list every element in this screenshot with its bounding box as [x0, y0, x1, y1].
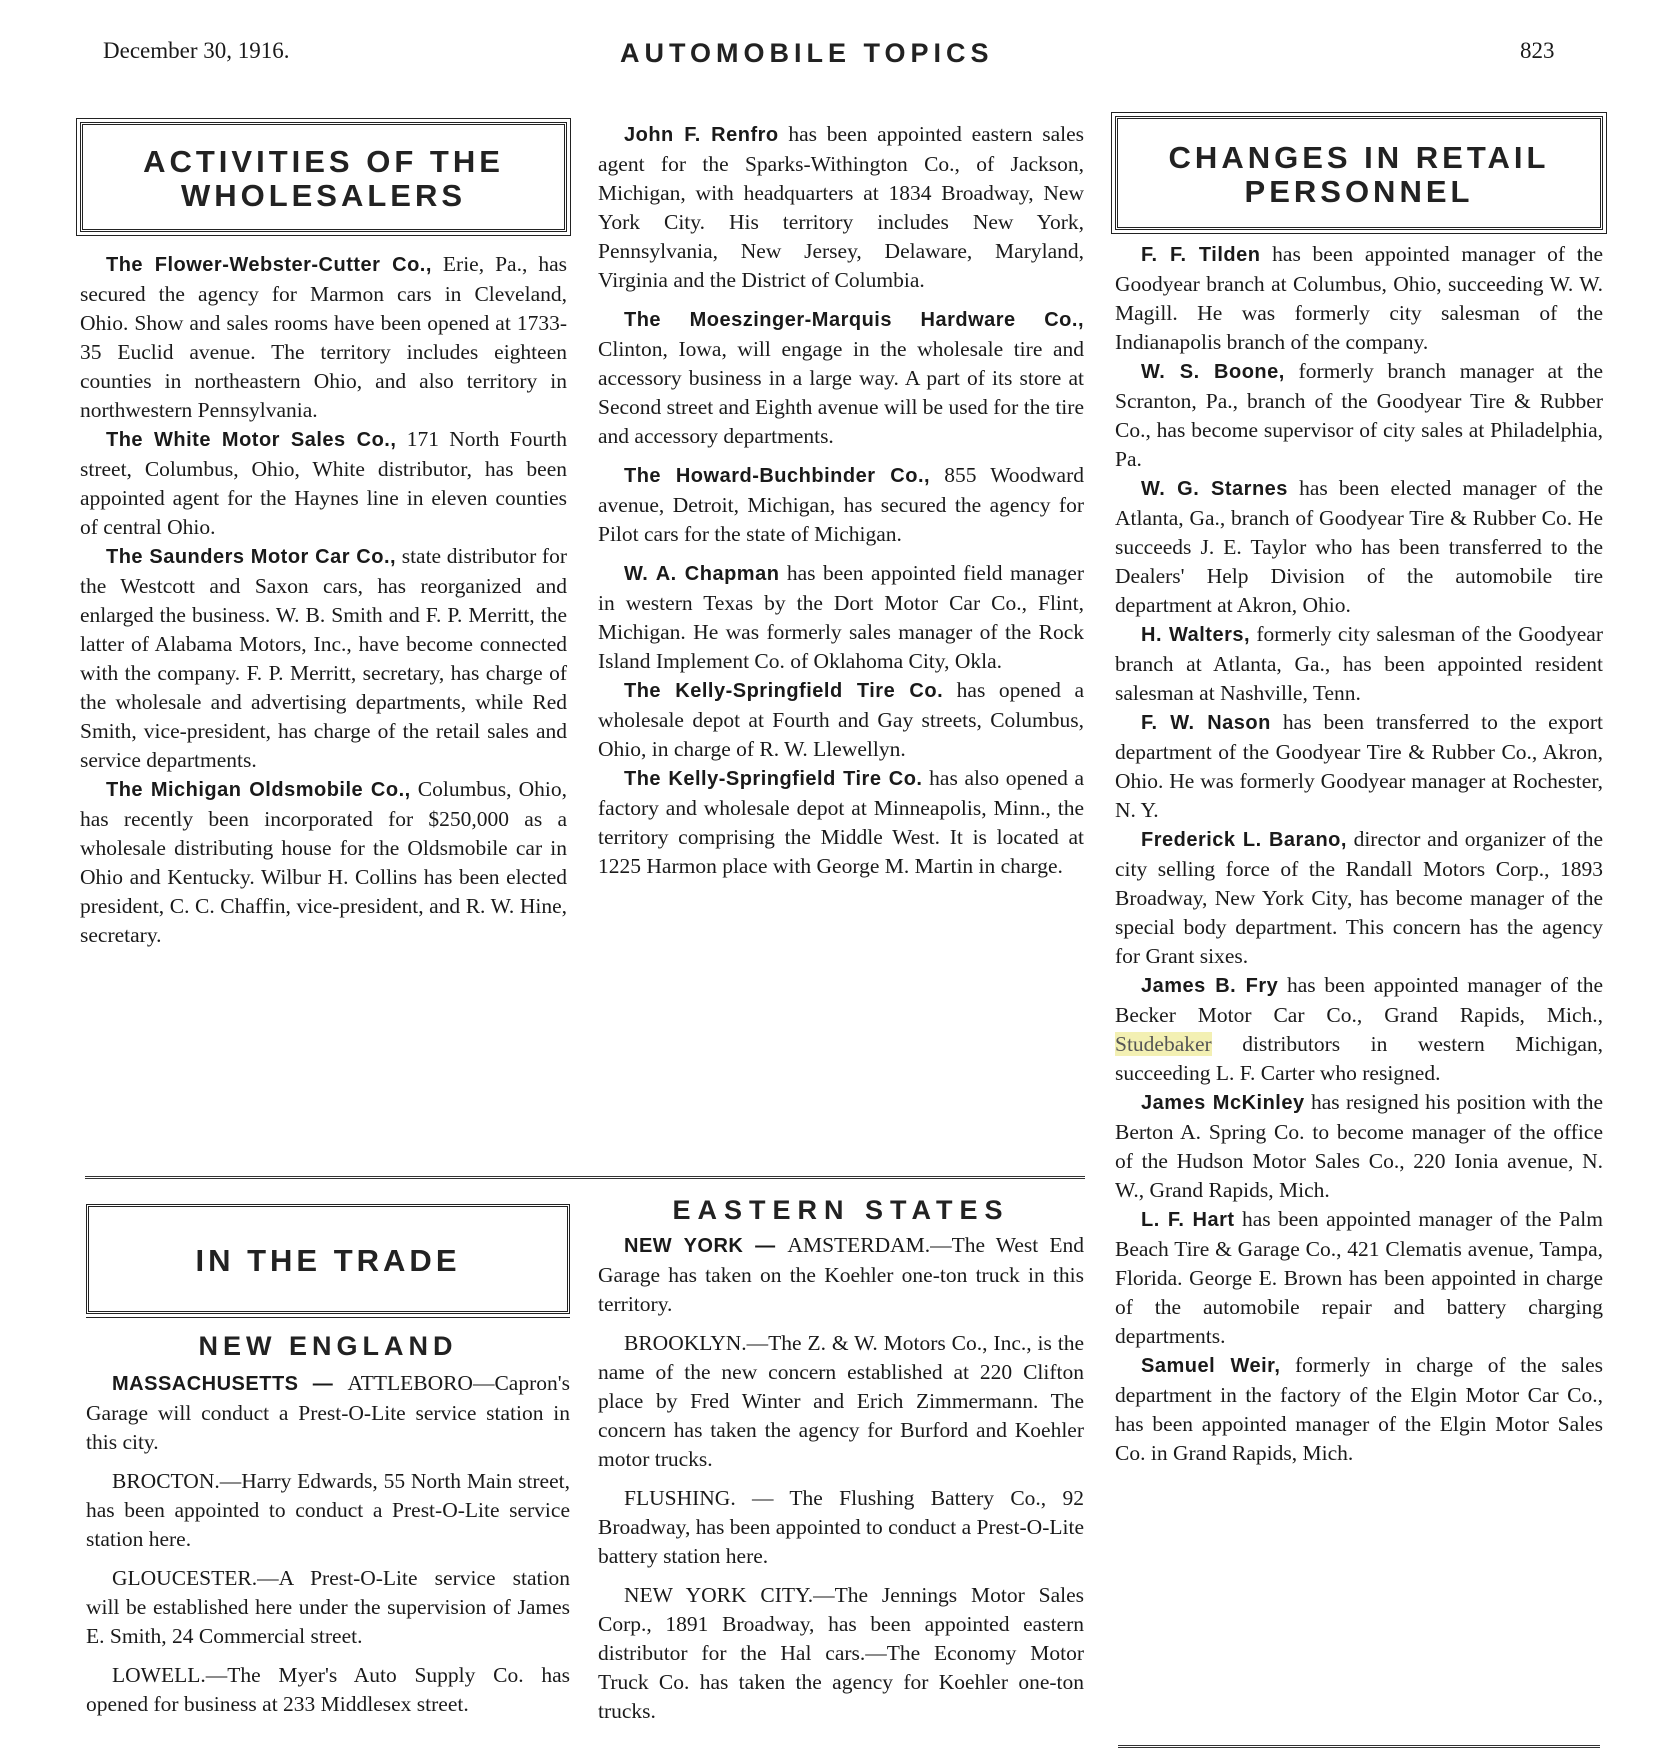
article — [1115, 1088, 1603, 1205]
publication-title: AUTOMOBILE TOPICS — [620, 38, 994, 68]
article-text: 171 North Fourth street, Columbus, Ohio, White distributor, has been appointed agent for the Haynes line in eleven counties of central Ohio. — [80, 427, 568, 539]
article-lead: W. A. Chapman — [624, 563, 780, 585]
article-lead: Frederick L. Barano, — [1141, 829, 1347, 851]
article — [598, 120, 1084, 295]
trade-item — [598, 1329, 1084, 1474]
wholesalers-heading-line1: ACTIVITIES OF THE — [143, 144, 504, 179]
article-text: 855 Woodward avenue, Detroit, Michigan, has secured the agency for Pilot cars for the state of Michigan. — [598, 463, 1084, 546]
article — [80, 775, 567, 950]
trade-item — [86, 1467, 570, 1554]
article-text: AMSTERDAM.—The West End Garage has taken on the Koehler one-ton truck in this territory. — [598, 1233, 1084, 1316]
article-lead: The Kelly-Springfield Tire Co. — [624, 768, 923, 790]
article-lead: F. F. Tilden — [1141, 244, 1261, 266]
trade-item — [86, 1661, 570, 1719]
region-heading: NEW ENGLAND — [198, 1331, 458, 1361]
retail-end-divider — [1118, 1745, 1600, 1748]
article-text: BROCTON.—Harry Edwards, 55 North Main street, has been appointed to conduct a Prest-O-Lite service station here. — [86, 1469, 570, 1551]
article-text: has been appointed field manager in western Texas by the Dort Motor Car Co., Flint, Michigan. He was formerly sales manager of the Rock Island Implement Co. of Oklahoma City, Okla. — [598, 561, 1084, 673]
article — [598, 764, 1084, 881]
trade-item — [598, 1581, 1084, 1726]
article-lead: Samuel Weir, — [1141, 1355, 1281, 1377]
article-text: BROOKLYN.—The Z. & W. Motors Co., Inc., is the name of the new concern established at 220 Clifton place by Fred Winter and Erich Zimmermann. The concern has taken the agency for Burford and Koehler motor trucks. — [598, 1331, 1084, 1471]
section-divider — [85, 1176, 1085, 1179]
wholesalers-heading-line2: WHOLESALERS — [180, 178, 467, 213]
article-lead: James McKinley — [1141, 1092, 1305, 1114]
article — [1115, 240, 1603, 357]
middle-column — [598, 120, 1084, 881]
article-lead: John F. Renfro — [624, 124, 779, 146]
article-text: Columbus, Ohio, has recently been incorporated for $250,000 as a wholesale distributing house for the Oldsmobile car in Ohio and Kentucky. Wilbur H. Collins has been elected president, C. C. Chaffin, vice-president, and R. W. Hine, secretary. — [80, 777, 567, 947]
trade-item — [86, 1564, 570, 1651]
article-text: has been appointed manager of the Goodyear branch at Columbus, Ohio, succeeding W. W. Magill. He was formerly city salesman of the Indianapolis branch of the company. — [1115, 242, 1603, 354]
trade-heading: IN THE TRADE — [195, 1243, 461, 1278]
wholesalers-column — [80, 122, 567, 950]
article-text: Clinton, Iowa, will engage in the wholesale tire and accessory business in a large way. A part of its store at Second street and Eighth avenue will be used for the tire and accessory departments. — [598, 337, 1084, 448]
article-lead: L. F. Hart — [1141, 1209, 1235, 1231]
article-text: Erie, Pa., has secured the agency for Marmon cars in Cleveland, Ohio. Show and sales rooms have been opened at 1733-35 Euclid avenue. The territory includes eighteen counties in northeastern Ohio, and also territory in northwestern Pennsylvania. — [80, 252, 567, 422]
article — [1115, 708, 1603, 825]
article — [1115, 474, 1603, 620]
article-text: has been elected manager of the Atlanta, Ga., branch of Goodyear Tire & Rubber Co. He succeeds J. E. Taylor who has been transferred to the Dealers' Help Division of the automobile tire department at Akron, Ohio. — [1115, 476, 1603, 617]
state-label: NEW YORK — — [624, 1235, 788, 1257]
article — [598, 559, 1084, 676]
article-lead: The Saunders Motor Car Co., — [106, 546, 397, 568]
article-lead: The Kelly-Springfield Tire Co. — [624, 680, 944, 702]
article — [80, 250, 567, 425]
article-text: has been appointed eastern sales agent for the Sparks-Withington Co., of Jackson, Michigan, with headquarters at 1834 Broadway, New York City. His territory includes New York, Pennsylvania, New Jersey, Delaware, Maryland, Virginia and the District of Columbia. — [598, 122, 1085, 292]
retail-heading-line2: PERSONNEL — [1244, 174, 1474, 209]
retail-column — [1115, 116, 1603, 1468]
article — [1115, 357, 1603, 474]
article-text: formerly city salesman of the Goodyear branch at Atlanta, Ga., has been appointed resident salesman at Nashville, Tenn. — [1115, 622, 1604, 705]
article — [1115, 620, 1603, 708]
article — [598, 305, 1084, 451]
article-text: has been appointed manager of the Palm Beach Tire & Garage Co., 421 Clematis avenue, Tampa, Florida. George E. Brown has been appointed in charge of the automobile repair and battery charging departments. — [1115, 1207, 1604, 1348]
article-text: has been appointed manager of the Becker Motor Car Co., Grand Rapids, Mich., — [1115, 973, 1603, 1027]
article-lead: F. W. Nason — [1141, 712, 1271, 734]
state-label: MASSACHUSETTS — — [112, 1373, 348, 1395]
article-lead: W. S. Boone, — [1141, 361, 1285, 383]
trade-item — [598, 1231, 1084, 1319]
trade-heading-box — [86, 1204, 570, 1314]
article-lead: The Howard-Buchbinder Co., — [624, 465, 931, 487]
wholesalers-heading-box — [80, 122, 567, 232]
highlighted-term: Studebaker — [1115, 1032, 1212, 1056]
article-text: GLOUCESTER.—A Prest-O-Lite service station will be established here under the supervision of James E. Smith, 24 Commercial street. — [86, 1566, 570, 1648]
article-text: NEW YORK CITY.—The Jennings Motor Sales Corp., 1891 Broadway, has been appointed eastern distributor for the Hal cars.—The Economy Motor Truck Co. has taken the agency for Koehler one-ton trucks. — [598, 1583, 1084, 1723]
trade-section — [86, 1204, 570, 1756]
issue-date: December 30, 1916. — [103, 38, 290, 63]
article — [80, 425, 567, 542]
article-text: has also opened a factory and wholesale depot at Minneapolis, Minn., the territory comprising the Middle West. It is located at 1225 Harmon place with George M. Martin in charge. — [598, 766, 1085, 878]
eastern-section — [598, 1196, 1084, 1756]
trade-item — [86, 1369, 570, 1457]
retail-heading-box — [1115, 116, 1603, 230]
article-text: formerly in charge of the sales department in the factory of the Elgin Motor Car Co., has been appointed manager of the Elgin Motor Sales Co. in Grand Rapids, Mich. — [1115, 1353, 1603, 1465]
eastern-heading: EASTERN STATES — [672, 1196, 1010, 1225]
article — [598, 676, 1084, 764]
article-lead: James B. Fry — [1141, 975, 1279, 997]
article-text-tail: distributors in western Michigan, succeeding L. F. Carter who resigned. — [1115, 1032, 1603, 1085]
article — [1115, 971, 1603, 1088]
trade-item — [598, 1484, 1084, 1571]
article — [1115, 1351, 1603, 1468]
page-number: 823 — [1520, 38, 1555, 63]
article-lead: The Moeszinger-Marquis Hardware Co., — [624, 309, 1084, 331]
article-text: ATTLEBORO—Capron's Garage will conduct a Prest-O-Lite service station in this city. — [86, 1371, 570, 1454]
article-text: has been transferred to the export department of the Goodyear Tire & Rubber Co., Akron, Ohio. He was formerly Goodyear manager at Rochester, N. Y. — [1115, 710, 1603, 822]
article — [1115, 1205, 1603, 1351]
article-text: has opened a wholesale depot at Fourth and Gay streets, Columbus, Ohio, in charge of R. W. Llewellyn. — [598, 678, 1084, 761]
article-text: formerly branch manager at the Scranton, Pa., branch of the Goodyear Tire & Rubber Co., has become supervisor of city sales at Philadelphia, Pa. — [1115, 359, 1603, 471]
article-lead: The White Motor Sales Co., — [106, 429, 397, 451]
article-text: LOWELL.—The Myer's Auto Supply Co. has opened for business at 233 Middlesex street. — [86, 1663, 570, 1716]
article — [80, 542, 567, 775]
article-lead: The Flower-Webster-Cutter Co., — [106, 254, 432, 276]
article — [598, 461, 1084, 549]
article-lead: H. Walters, — [1141, 624, 1251, 646]
article-text: FLUSHING. — The Flushing Battery Co., 92 Broadway, has been appointed to conduct a Prest-O-Lite battery station here. — [598, 1486, 1084, 1568]
article-text: state distributor for the Westcott and Saxon cars, has reorganized and enlarged the business. W. B. Smith and F. P. Merritt, the latter of Alabama Motors, Inc., have become connected with the company. F. P. Merritt, secretary, has charge of the wholesale and advertising departments, while Red Smith, vice-president, has charge of the retail sales and service departments. — [80, 544, 567, 772]
article-text: has resigned his position with the Berton A. Spring Co. to become manager of the office of the Hudson Motor Sales Co., 220 Ionia avenue, N. W., Grand Rapids, Mich. — [1115, 1090, 1603, 1202]
retail-heading-line1: CHANGES IN RETAIL — [1168, 140, 1550, 175]
article — [1115, 825, 1603, 971]
article-lead: W. G. Starnes — [1141, 478, 1288, 500]
article-text: director and organizer of the city selling force of the Randall Motors Corp., 1893 Broadway, New York City, has become manager of the special body department. This concern has the agency for Grant sixes. — [1115, 827, 1603, 968]
article-lead: The Michigan Oldsmobile Co., — [106, 779, 411, 801]
